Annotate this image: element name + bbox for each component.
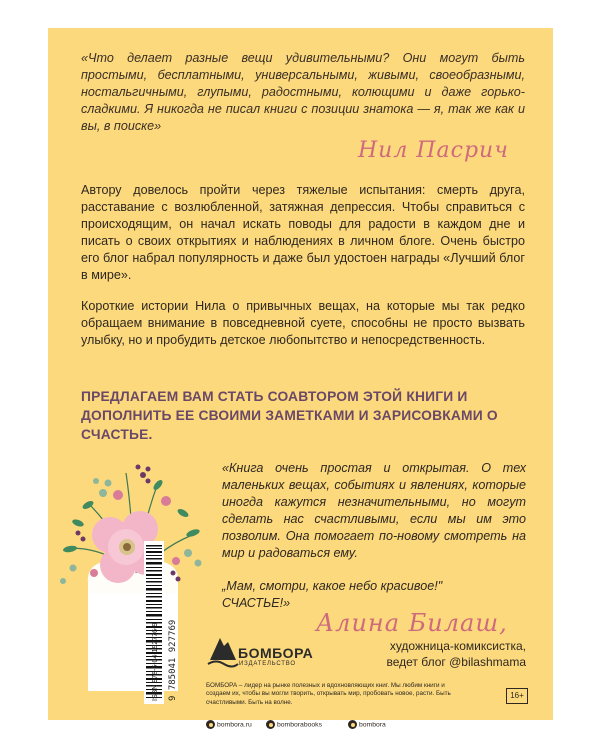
vk-icon	[348, 720, 357, 729]
author-signature: Нил Пасрич	[358, 138, 509, 163]
description-paragraph-1: Автору довелось пройти через тяжелые испытания: смерть друга, расставание с возлюбленной, затяжная депрессия. Чтобы справиться с происходящим, он начал искать поводы для радости в каждом дне и писать о своих открытиях и наблюдениях в личном блоге. Очень быстро его блог набрал популярность и даже был удостоен награды «Лучший блог в мире».	[81, 183, 525, 282]
social-link-vk[interactable]: bombora	[348, 720, 386, 731]
publisher-name: БОМБОРА	[238, 645, 314, 661]
publisher-description: БОМБОРА – лидер на рынке полезных и вдохновляющих книг. Мы любим книги и создаем их, чтобы вы могли творить, открывать мир, пробовать новое, расти. Быть счастливыми. Быть на волне.	[206, 682, 451, 706]
reviewer-quote: «Книга очень простая и открытая. О тех маленьких вещах, событиях и явлениях, которые иногда кажутся незначительными, но могут сделать нас счастливыми, если мы им это позволим. Она помогает по-новому смотреть на мир и радоваться ему.	[222, 461, 526, 560]
flower-jar-illustration	[48, 453, 213, 693]
isbn-digits: 9 785041 927769	[168, 619, 178, 701]
reviewer-signature: Алина Билаш,	[316, 609, 508, 637]
headline-invitation: ПРЕДЛАГАЕМ ВАМ СТАТЬ СОАВТОРОМ ЭТОЙ КНИГИ И ДОПОЛНИТЬ ЕЕ СВОИМИ ЗАМЕТКАМИ И ЗАРИСОВКАМИ О СЧАСТЬЕ.	[81, 389, 498, 442]
book-back-cover	[48, 28, 553, 729]
reviewer-role: художница-комиксистка,	[389, 639, 526, 653]
social-link-website[interactable]: bombora.ru	[206, 720, 252, 731]
age-rating-badge: 16+	[506, 688, 528, 704]
social-link-books[interactable]: bomborabooks	[266, 720, 322, 731]
author-quote: «Что делает разные вещи удивительными? Они могут быть простыми, бесплатными, универсальными, живыми, своеобразными, ностальгичными, глупыми, радостными, колющими и даже горько-сладкими. Я никогда не писал книги с позиции знатока — я, так же как и вы, в поиске»	[81, 51, 525, 133]
reviewer-blog: ведет блог @bilashmama	[386, 655, 526, 669]
description-paragraph-2: Короткие истории Нила о привычных вещах, на которые мы так редко обращаем внимание в повседневной суете, способны не просто вызвать улыбку, но и пробудить детское любопытство и непосредственность.	[81, 299, 525, 347]
globe-icon	[206, 720, 215, 729]
reviewer-quote-line: „Мам, смотри, какое небо красивое!"	[222, 579, 443, 593]
publisher-subtitle: ИЗДАТЕЛЬСТВО	[239, 661, 296, 667]
mountain-icon	[210, 638, 236, 660]
instagram-icon	[266, 720, 275, 729]
reviewer-quote-closing: СЧАСТЬЕ!»	[222, 596, 291, 610]
isbn-label: ISBN 978-5-04-192776-9	[152, 622, 159, 701]
